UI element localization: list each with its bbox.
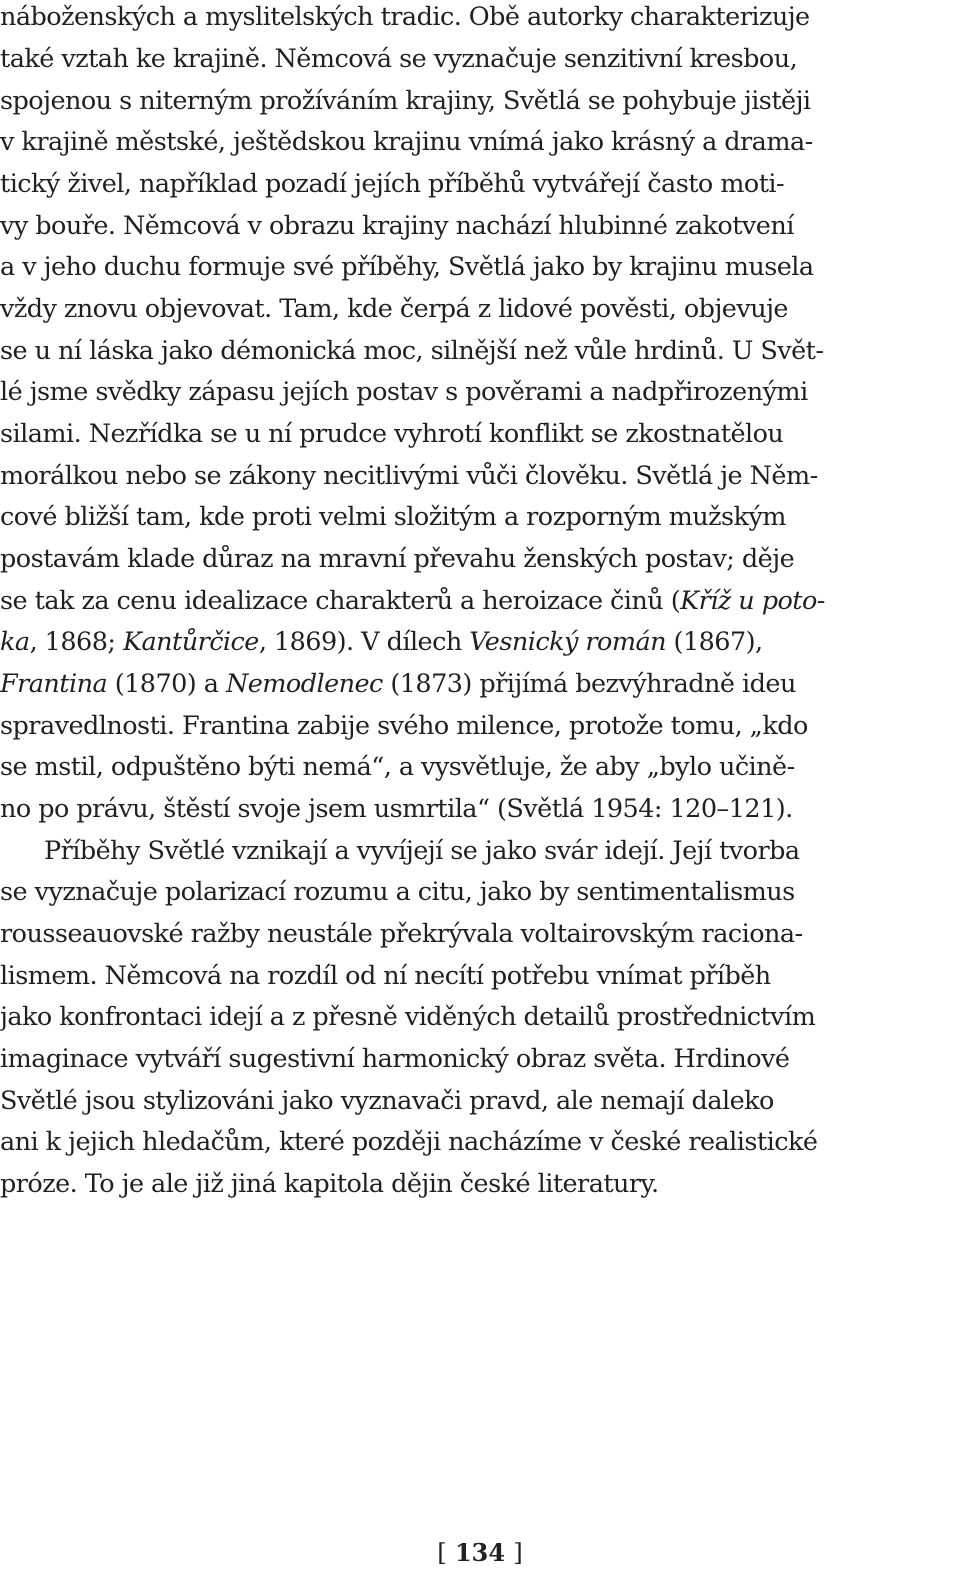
work-title-kriz-u-potoka-end: ka [0,627,30,657]
text-line [0,621,955,663]
page-number [0,1533,960,1573]
work-title-kanturcice: Kantůrčice [122,627,259,657]
page-number-open-bracket: [ [437,1539,447,1567]
text-line: se u ní láska jako démonická moc, silnější než vůle hrdinů. U Svět- [0,336,824,366]
page-number-value: 134 [454,1538,506,1567]
text-line: spravedlnosti. Frantina zabije svého milence, protože tomu, „kdo [0,711,808,741]
text-line: vždy znovu objevovat. Tam, kde čerpá z lidové pověsti, objevuje [0,294,788,324]
text-line: cové bližší tam, kde proti velmi složitým a rozporným mužským [0,502,786,532]
text-line [0,580,955,622]
text-line: rousseauovské ražby neustále překrývala voltairovským raciona- [0,919,803,949]
text-line: v krajině městské, ještědskou krajinu vnímá jako krásný a drama- [0,127,813,157]
text-line: náboženských a myslitelských tradic. Obě autorky charakterizuje [0,2,810,32]
text-line: se vyznačuje polarizací rozumu a citu, jako by sentimentalismus [0,877,795,907]
text-line [0,663,955,705]
work-title-vesnicky-roman: Vesnický román [469,627,666,657]
text-line: spojenou s niterným prožíváním krajiny, Světlá se pohybuje jistěji [0,86,811,116]
text-line: lismem. Němcová na rozdíl od ní necítí potřebu vnímat příběh [0,961,771,991]
work-title-kriz-u-potoka: Kříž u poto- [680,586,825,616]
work-title-nemodlenec: Nemodlenec [225,669,383,699]
page-number-close-bracket: ] [513,1539,523,1567]
text-line: také vztah ke krajině. Němcová se vyznačuje senzitivní kresbou, [0,44,798,74]
text-line: postavám klade důraz na mravní převahu ženských postav; děje [0,544,795,574]
text-line: a v jeho duchu formuje své příběhy, Světlá jako by krajinu musela [0,252,814,282]
text-run: , 1868; [29,627,123,657]
text-line: no po právu, štěstí svoje jsem usmrtila“ (Světlá 1954: 120–121). [0,794,793,824]
text-run: se tak za cenu idealizace charakterů a heroizace činů ( [0,586,681,616]
text-line: silami. Nezřídka se u ní prudce vyhrotí konflikt se zkostnatělou [0,419,784,449]
text-line: tický živel, například pozadí jejích příběhů vytvářejí často moti- [0,169,785,199]
text-run: (1867), [666,627,763,657]
work-title-frantina: Frantina [0,669,108,699]
text-line: morálkou nebo se zákony necitlivými vůči člověku. Světlá je Něm- [0,461,818,491]
text-line: lé jsme svědky zápasu jejích postav s pověrami a nadpřirozenými [0,377,808,407]
text-line: Světlé jsou stylizováni jako vyznavači pravd, ale nemají daleko [0,1086,774,1116]
text-line: ani k jejich hledačům, které později nacházíme v české realistické [0,1127,818,1157]
text-line: jako konfrontaci idejí a z přesně viděných detailů prostřednictvím [0,1002,816,1032]
text-line: Příběhy Světlé vznikají a vyvíjejí se jako svár idejí. Její tvorba [44,836,800,866]
text-line: imaginace vytváří sugestivní harmonický obraz světa. Hrdinové [0,1044,790,1074]
text-run: (1873) přijímá bezvýhradně ideu [382,669,796,699]
text-run: (1870) a [107,669,226,699]
text-line: se mstil, odpuštěno býti nemá“, a vysvětluje, že aby „bylo učině- [0,752,795,782]
text-run: , 1869). V dílech [258,627,470,657]
text-line: vy bouře. Němcová v obrazu krajiny nachází hlubinné zakotvení [0,211,794,241]
text-line: próze. To je ale již jiná kapitola dějin české literatury. [0,1169,659,1199]
